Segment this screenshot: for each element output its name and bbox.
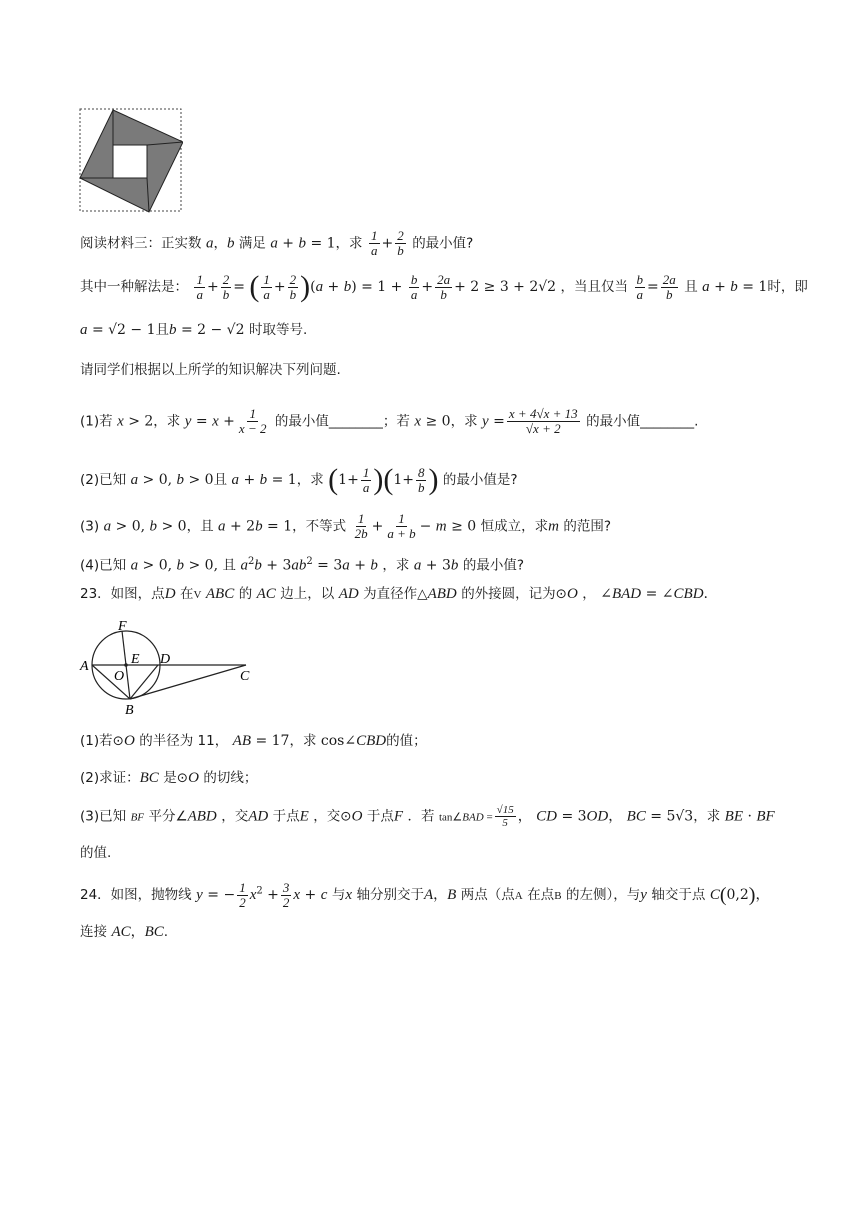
- problem-24-line-1: 24．如图，抛物线 y = − $\frac{1}{2}$ $x^2$ + $\frac{3}{2}$ x + c 与x 轴分别交于A，B 两点（点A 在点B 的左侧），与y 轴交于点 C(0,2)，: [80, 879, 770, 910]
- question-1: (1)若 x > 2，求 y = x + $\frac{1}{x - 2}$ 的最小值________；若 x ≥ 0，求 y = $\frac{x + 4√x + 13}{√x + 2}$ 的最小值________.: [80, 406, 699, 436]
- problem-23-intro: 23．如图，点D 在V ABC 的 AC 边上，以 AD 为直径作△ABD 的外接圆，记为⊙O ， ∠BAD = ∠CBD.: [80, 586, 708, 602]
- question-4: (4)已知 a > 0, b > 0, 且 $a^2b + 3ab^2 = 3a + b$ ，求 a + 3b 的最小值?: [80, 556, 524, 574]
- problem-23-part-2: (2)求证：BC 是⊙O 的切线；: [80, 770, 258, 786]
- problem-23-part-3-tail: 的值.: [80, 845, 112, 861]
- problem-23-part-3: (3)已知 BF 平分∠ABD ，交AD 于点E ，交⊙O 于点F ．若 tan∠BAD = $\frac{√15}{5}$ ， CD = 3OD， BC = 5√3，求 BE · BF: [80, 804, 775, 829]
- label-E: E: [131, 652, 140, 667]
- label-C: C: [240, 669, 250, 684]
- label-O: O: [114, 669, 125, 684]
- reading3-intro: 阅读材料三：正实数 a，b 满足 a + b = 1，求 $\frac{1}{a}$ + $\frac{2}{b}$ 的最小值?: [80, 228, 474, 258]
- label-A: A: [80, 659, 89, 674]
- label-F: F: [118, 619, 127, 634]
- reading3-equality: a = √2 − 1且b = 2 − √2 时取等号.: [80, 322, 308, 338]
- label-D: D: [160, 652, 171, 667]
- question-3: (3) a > 0, b > 0，且 a + 2b = 1，不等式 $\frac{1}{2b}$ + $\frac{1}{a + b}$ − m ≥ 0 恒成立，求m 的范围?: [80, 511, 612, 541]
- prompt-text: 请同学们根据以上所学的知识解决下列问题.: [80, 362, 341, 378]
- circle-figure: [78, 617, 258, 717]
- question-2: (2)已知 a > 0, b > 0且 a + b = 1，求 (1+ $\frac{1}{a}$ )(1+ $\frac{8}{b}$ ) 的最小值是?: [80, 463, 518, 496]
- pinwheel-figure: [79, 108, 183, 214]
- reading3-method: 其中一种解法是： $\frac{1}{a}$ + $\frac{2}{b}$ = ( $\frac{1}{a}$ + $\frac{2}{b}$ )(a + b) = 1 + $\frac{b}{a}$ + $\frac{2a}{b}$ + 2 ≥ 3 + 2√2 ，当且仅当 $\frac{b}{a}$ = $\frac{2a}{b}$ 且 a + b = 1时，即: [80, 270, 808, 303]
- problem-23-part-1: (1)若⊙O 的半径为 11， AB = 17，求 cos∠CBD的值；: [80, 733, 427, 749]
- problem-24-line-2: 连接 AC，BC.: [80, 924, 169, 940]
- label-B: B: [125, 703, 134, 717]
